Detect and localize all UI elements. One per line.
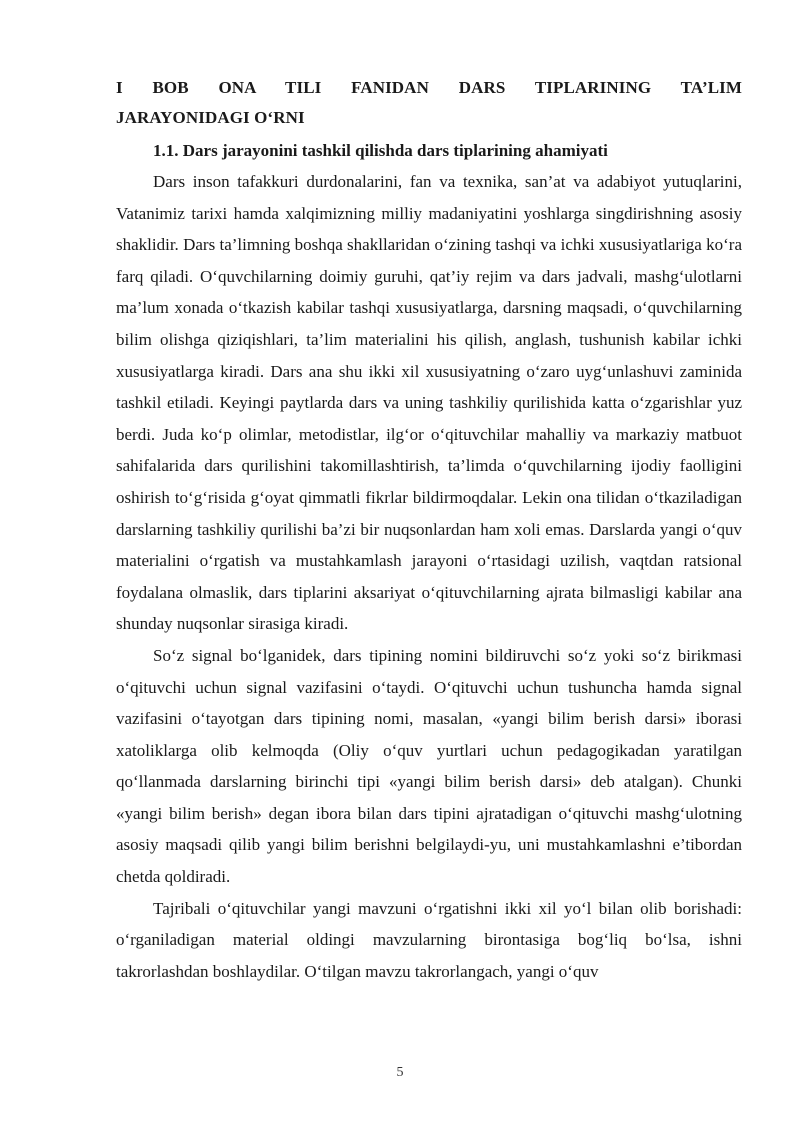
body-paragraph-2: So‘z signal bo‘lganidek, dars tipining nomini bildiruvchi so‘z yoki so‘z birikmasi o‘qituvchi uchun signal vazifasini o‘taydi. O‘qituvchi uchun tushuncha hamda signal vazifasini o‘tayotgan dars tipining nomi, masalan, «yangi bilim berish darsi» iborasi xatoliklarga olib kelmoqda (Oliy o‘quv yurtlari uchun pedagogikadan yaratilgan qo‘llanmada darslarning birinchi tipi «yangi bilim berish darsi» deb atalgan). Chunki «yangi bilim berish» degan ibora bilan dars tipini ajratadigan o‘qituvchi mashg‘ulotning asosiy maqsadi qilib yangi bilim berishni belgilaydi-yu, uni mustahkamlashni e’tibordan chetda qoldiradi.: [116, 645, 742, 887]
chapter-title: [116, 73, 742, 133]
page-content: [116, 73, 742, 987]
chapter-title-line-2: JARAYONIDAGI O‘RNI: [116, 108, 305, 127]
body-paragraph-3: Tajribali o‘qituvchilar yangi mavzuni o‘rgatishni ikki xil yo‘l bilan olib borishadi: o‘rganiladigan material oldingi mavzularning birontasiga bog‘liq bo‘lsa, ishni takrorlashdan boshlaydilar. O‘tilgan mavzu takrorlangach, yangi o‘quv: [116, 898, 742, 981]
chapter-title-line-1: I BOB ONA TILI FANIDAN DARS TIPLARINING TA’LIM: [116, 78, 742, 97]
section-title: 1.1. Dars jarayonini tashkil qilishda dars tiplarining ahamiyati: [153, 141, 608, 160]
body-paragraph-1: Dars inson tafakkuri durdonalarini, fan va texnika, san’at va adabiyot yutuqlarini, Vatanimiz tarixi hamda xalqimizning milliy madaniyatini yoshlarga singdirishning asosiy shaklidir. Dars ta’limning boshqa shakllaridan o‘zining tashqi va ichki xususiyatlariga ko‘ra farq qiladi. O‘quvchilarning doimiy guruhi, qat’iy rejim va dars jadvali, mashg‘ulotlarni ma’lum xonada o‘tkazish kabilar tashqi xususiyatlarga, darsning maqsadi, o‘quvchilarning bilim olishga qiziqishlari, ta’lim materialini his qilish, anglash, tushunish kabilar ichki xususiyatlarga kiradi. Dars ana shu ikki xil xususiyatning o‘zaro uyg‘unlashuvi zaminida tashkil etiladi. Keyingi paytlarda dars va uning tashkiliy qurilishida katta o‘zgarishlar yuz berdi. Juda ko‘p olimlar, metodistlar, ilg‘or o‘qituvchilar mahalliy va markaziy matbuot sahifalarida dars qurilishini takomillashtirish, ta’limda o‘quvchilarning ijodiy faolligini oshirish to‘g‘risida g‘oyat qimmatli fikrlar bildirmoqdalar. Lekin ona tilidan o‘tkaziladigan darslarning tashkiliy qurilishi ba’zi bir nuqsonlardan ham xoli emas. Darslarda yangi o‘quv materialini o‘rgatish va mustahkamlash jarayoni o‘rtasidagi uzilish, vaqtdan ratsional foydalana olmaslik, dars tiplarini aksariyat o‘qituvchilarning ajrata bilmasligi kabilar ana shunday nuqsonlar sirasiga kiradi.: [116, 172, 742, 634]
page-number: 5: [396, 1065, 404, 1080]
